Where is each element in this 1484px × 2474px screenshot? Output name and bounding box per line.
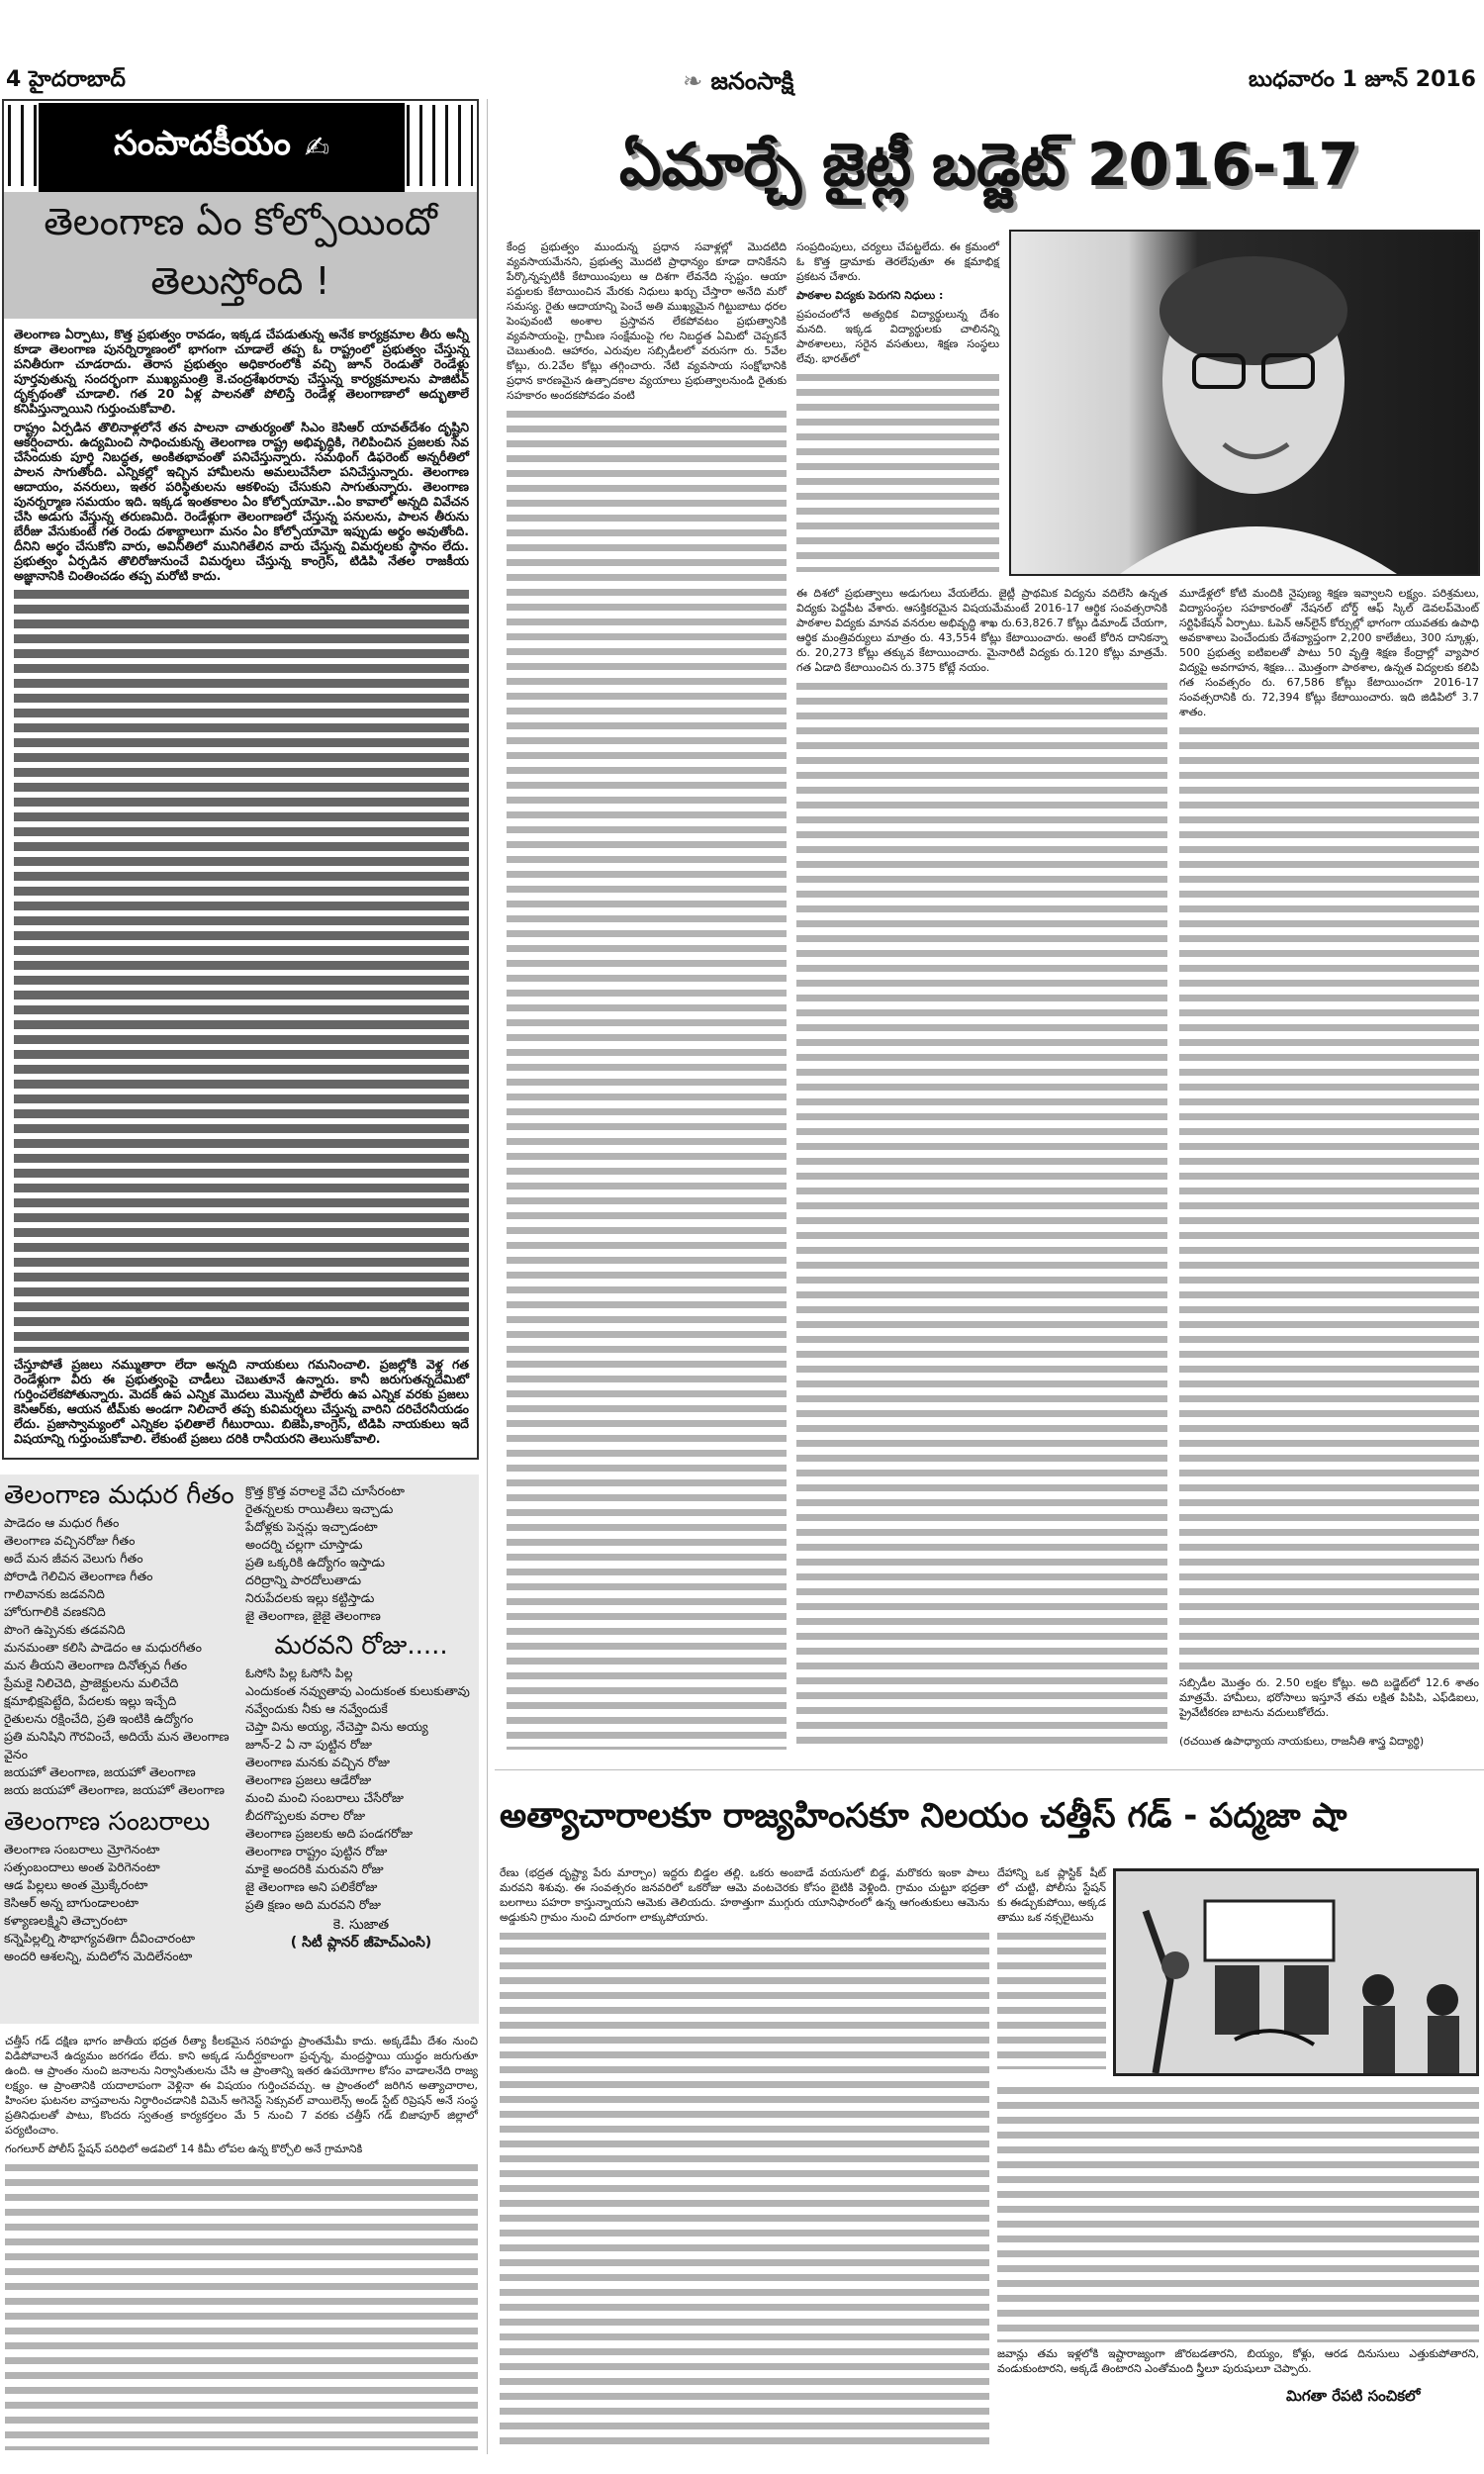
poem-line: నిరుపేదలకు ఇల్లు కట్టిస్తాడు [245,1590,375,1605]
author-credit: (రచయిత ఉపాధ్యాయ నాయకులు, రాజనీతి శాస్త్ర విద్యార్థి) [1179,1735,1425,1748]
article-text-continued [997,1929,1106,2069]
article-paragraph: దేహాన్ని ఒక ప్లాస్టిక్ షీట్ లో చుట్టి, పోలీసు స్టేషన్ కు ఈడ్చుకుపోయి, అక్కడ తాము ఒక నక్సలైటును [997,1866,1106,1924]
poem-line: జై తెలంగాణ అని పలికేరోజు [245,1879,378,1894]
editorial-box [2,99,479,1460]
poem-line: జయహో తెలంగాణ, జయహో తెలంగాణ [4,1764,196,1779]
poem-line: అందరి ఆశలన్ని, మదిలోన మెదిలేనంటా [4,1949,193,1963]
editorial-paragraph: రాష్ట్రం ఏర్పడిన తొలినాళ్లలోనే తన పాలనా చాతుర్యంతో సిఎం కెసిఆర్ యావత్‌దేశం దృష్టిని ఆకర్షించారు. ఉద్యమించి సాధించుకున్న తెలంగాణ రాష్ట్ర అభివృద్ధికి, గెలిపించిన ప్రజలకు సేవ చేసేందుకు పూర్తి నిబద్ధత, అంకితభావంతో పనిచేస్తున్నారు. సమథింగ్ డిఫరెంట్ అన్నరీతిలో పాలన సాగుతోంది. ఎన్నికల్లో ఇచ్చిన హామీలను అమలుచేసేలా పనిచేస్తున్నారు. తెలంగాణ ఆదాయం, వనరులు, ఇతర పరిస్థితులను ఆకళింపు చేసుకుని సాగుతున్నారు. తెలంగాణ పునర్నర్మాణ సమయం ఇది. ఇక్కడ ఇంతకాలం ఏం కోల్పోయామో..ఏం కావాలో అన్నది వివేచన చేసి అడుగు వేస్తున్న తరుణమిది. రెండేళ్లుగా తెలంగాణలో చేస్తున్న పనులను, పాలన తీరును బేరీజు వేసుకుంటే గత రెండు దశాబ్దాలుగా మనం ఏం కోల్పోయామో ఇప్పుడు అర్థం అవుతోంది. దీనిని అర్థం చేసుకోని వారు, అవినీతిలో మునిగితేలిన వారు చేస్తున్న విమర్శలకు స్థానం లేదు. ప్రభుత్వం ఏర్పడిన తొలిరోజునుంచే విమర్శలు చేస్తున్న కాంగ్రెస్, టిడిపి నేతల రాజకీయ అజ్ఞానానికి చింతించడం తప్ప మరోటి కాదు. [14,420,469,583]
budget-column-b [796,586,1167,1754]
poem-right-column [245,1482,477,1951]
budget-photo-portrait [1009,230,1480,576]
article-paragraph: చత్తీస్ గడ్ దక్షిణ భాగం జాతీయ భద్రత రీత్యా కీలకమైన సరిహద్దు ప్రాంతమేమీ కాదు. అక్కడేమీ దేశం నుంచి విడిపోవాలనే ఉద్యమం జరగడం లేదు. కాని అక్కడ సుదీర్ఘకాలంగా ప్రచ్ఛన్న, మంద్రస్థాయి యుద్ధం జరుగుతూ ఉంది. ఆ ప్రాంతం నుంచి జనాలను నిర్వాసితులను చేసి ఆ ప్రాంతాన్ని ఇతర ఉపయోగాల కోసం వాడాలనేది రాజ్య లక్ష్యం. ఆ ప్రాంతానికి యదాలాపంగా వెళ్లినా ఈ విషయం గుర్తించవచ్చు. ఆ ప్రాంతంలో జరిగిన అత్యాచారాల, హింసల ఘటనల వాస్తవాలను నిర్ధారించడానికి విమెన్ అగెనెస్ట్ సెక్సువల్ వాయిలెన్స్ అండ్ స్టేట్ రిప్రెషన్ అనే సంస్థ ప్రతినిధులతో పాటు, కొందరు స్వతంత్ర కార్యకర్తలం మే 5 నుంచి 7 వరకు చత్తీస్ గడ్ బిజాపూర్ జిల్లాలో పర్యటించాం. [5,2035,478,2137]
article-paragraph: ఈ దిశలో ప్రభుత్వాలు అడుగులు వేయలేదు. జైట్లీ ప్రాథమిక విద్యను వదిలేసి ఉన్నత విద్యకు పెద్దపీట వేశారు. ఆసక్తికరమైన విషయమేమంటే 2016-17 ఆర్థిక సంవత్సరానికి పాఠశాల విద్యకు మానవ వనరుల అభివృద్ధి శాఖ రు.63,826.7 కోట్లు డిమాండ్ చేయగా, ఆర్థిక మంత్రివర్యులు మాత్రం రు. 43,554 కోట్లు కేటాయించారు. అంటే కోరిన దానికన్నా రు. 20,273 కోట్లు తక్కువ కేటాయించారు. మైనారిటీ విద్యకు రు.120 కోట్లు మాత్రమే. గత ఏడాది కేటాయించిన రు.375 కోట్లే నయం. [796,587,1167,674]
chhattisgarh-intro-column [5,2034,478,2454]
editorial-text-continued [14,587,469,1353]
poem-title: తెలంగాణ మధుర గీతం [4,1480,234,1510]
article-paragraph: జవాన్లు తమ ఇళ్లలోకి ఇష్టారాజ్యంగా జొరబడతారని, బియ్యం, కోళ్లు, ఆరడ దినుసులు ఎత్తుకుపోతారని, వండుకుంటారని, అక్కడే తింటారని ఎంతోమంది స్త్రీలూ పురుషులూ చెప్పారు. [997,2347,1479,2375]
editorial-headline [4,192,477,319]
sketch-illustration [1113,1868,1479,2076]
poem-line: ప్రతి మనిషిని గౌరవించే, అదియే మన తెలంగాణ వైనం [4,1729,230,1761]
poem-line: గాలివానకు జడవనిది [4,1586,105,1601]
poem-line: ఎందుకంత నవ్వుతావు ఎందుకంత కులుకుతావు [245,1683,470,1698]
poem-line: ప్రేమకై నిలిచెది, ప్రాజెక్టులను మలిచేది [4,1675,179,1690]
article-text-continued [500,1929,989,2450]
poem-line: పేదోళ్లకు పెన్షన్లు ఇచ్చాడంటా [245,1519,378,1534]
page-number-location: 4 హైదరాబాద్ [6,67,126,92]
editorial-closing-paragraph: చేస్తూపోతే ప్రజలు నమ్ముతారా లేదా అన్నది నాయకులు గమనించాలి. ప్రజల్లోకి వెళ్ల గత రెండేళ్లుగా వీరు ఈ ప్రభుత్వంపై చాడీలు చెబుతూనే ఉన్నారు. కానీ జరుగుతన్నదేమిటో గుర్తించలేకపోతున్నారు. మెదక్ ఉప ఎన్నిక మొదలు మొన్నటి పాలేరు ఉప ఎన్నిక వరకు ప్రజలు కెసిఆర్‌కు, ఆయన టీమ్‌కు అండగా నిలిచారే తప్ప కువిమర్శలు చేస్తున్న వారిని దరిచేరనీయడం లేదు. ప్రజాస్వామ్యంలో ఎన్నికల ఫలితాలే గీటురాయి. బిజెపి,కాంగ్రెస్, టిడిపి నాయకులు ఇదే విషయాన్ని గుర్తుంచుకోవాలి. లేకుంటే ప్రజలు దరికి రానీయరని తెలుసుకోవాలి. [14,1357,469,1446]
editorial-headline-line2: తెలుస్తోంది ! [150,259,330,303]
poem-line: తెలంగాణ మనకు వచ్చిన రోజు [245,1755,390,1769]
poem-title: మరవని రోజు..... [274,1631,448,1661]
poem-line: సత్సంబందాలు అంత పెరిగెనంటా [4,1859,160,1874]
poem-line: తెలంగాణ ప్రజలు ఆడేరోజు [245,1772,372,1787]
poem-line: పోరాడి గెలిచిన తెలంగాణ గీతం [4,1569,153,1583]
poem-line: తెలంగాణ వచ్చినరోజు గీతం [4,1533,136,1548]
person-portrait-icon [1011,232,1478,574]
poem-line: జయ జయహో తెలంగాణ, జయహో తెలంగాణ [4,1782,225,1797]
poem-line: ఆడ పిల్లలు అంత మ్రొక్కేరంటా [4,1877,148,1892]
poem-line: మాకై అందరికి మరువని రోజు [245,1861,384,1876]
poem-lines [245,1665,477,1914]
article-paragraph: సంప్రదింపులు, చర్యలు చేపట్టలేదు. ఈ క్రమంలో ఓ కొత్త డ్రామాకు తెరలేపుతూ ఈ క్షమాభిక్ష ప్రకటన చేశారు. [796,240,999,283]
editorial-section-label: సంపాదకీయం [113,124,291,163]
pen-writing-icon: ✍ [304,130,329,165]
editorial-body [14,327,469,1450]
poem-telangana-madhura-geetham [4,1476,239,1965]
poem-line: ఓసోసి పిల్ల ఓసోసి పిల్ల [245,1665,353,1680]
article-text-continued [997,2083,1479,2342]
article-text-continued [507,407,787,1750]
poem-lines [245,1482,477,1625]
poem-lines [4,1841,239,1965]
poem-author: కె. సుజాత [332,1917,390,1933]
chhattisgarh-right-column [997,2083,1479,2380]
poem-line: మన తీయని తెలంగాణ దినోత్సవ గీతం [4,1658,188,1672]
poem-line: పొంగె ఉప్పెనకు తడవనిది [4,1622,126,1637]
column-divider [487,99,488,2454]
budget-headline: ఏమార్చే జైట్లీ బడ్జెట్ 2016-17 [618,131,1360,200]
poem-line: జై తెలంగాణ, జైజై తెలంగాణ [245,1608,381,1623]
poem-line: మంచి మంచి సంబరాలు చేసేరోజు [245,1790,404,1805]
poem-line: మనమంతా కలిసి పాడెదం ఆ మధురగీతం [4,1640,202,1655]
poem-line: చెప్తా విను అయ్య, నేచెప్తా విను అయ్య [245,1719,428,1734]
editorial-headline-line1: తెలంగాణ ఏం కోల్పోయిందో [44,200,437,243]
budget-column-c [1179,586,1479,1724]
article-subheading: పాఠశాల విద్యకు పెరుగని నిధులు : [796,289,944,302]
editorial-paragraph: తెలంగాణ ఏర్పాటు, కొత్త ప్రభుత్వం రావడం, ఇక్కడ చేపడుతున్న అనేక కార్యక్రమాల తీరు అన్నీ కూడా తెలంగాణ పునర్నిర్మాణంలో భాగంగా చూడాలే తప్ప ఓ రాష్ట్రంలో ప్రభుత్వం చేస్తున్న పనితీరుగా చూడరాదు. తెరాస ప్రభుత్వం అధికారంలోకి వచ్చి జూన్ రెండుతో రెండేళ్లు పూర్తవుతున్న సందర్భంగా ముఖ్యమంత్రి కె.చంద్రశేఖరరావు చేస్తున్న కార్యక్రమాలను పాజిటివ్ దృక్పథంతో చూడాలి. గత 20 ఏళ్ల పాలనతో పోలిస్తే రెండేళ్ల తెలంగాణాలో అద్భుతాలే కనిపిస్తున్నాయిని గుర్తుంచుకోవాలి. [14,327,469,416]
poem-line: కన్నెపిల్లల్ని సౌభాగ్యవతిగా దీవించారంటా [4,1931,196,1946]
article-text-continued [5,2160,478,2450]
article-paragraph: రేణు (భద్రత దృష్ట్యా పేరు మార్చాం) ఇద్దరు బిడ్డల తల్లి. ఒకరు అంబాడే వయసులో బిడ్డ, మరొకరు ఇంకా పాలు మరవని శిశువు. ఈ సంవత్సరం జనవరిలో ఒకరోజు ఆమె వంటచెరకు కోసం బైటికి వెళ్లింది. గ్రామం చుట్టూ భద్రతా బలగాలు పహరా కాస్తున్నాయని ఆమెకు తెలియదు. హఠాత్తుగా ముగ్గురు యూనిఫారంలో ఉన్న ఆగంతుకులు ఆమెను అడ్డుకుని గ్రామం నుంచి దూరంగా లాక్కుపోయారు. [500,1866,989,1924]
poem-line: తెలంగాణ రాష్ట్రం పుట్టిన రోజు [245,1844,388,1858]
poem-line: ప్రతి ఒక్కరికి ఉద్యోగం ఇస్తాడు [245,1555,385,1570]
continued-next-issue: మిగతా రేపటి సంచికలో [1286,2387,1421,2405]
article-paragraph: మూడేళ్లలో కోటి మందికి నైపుణ్య శిక్షణ ఇవ్వాలని లక్ష్యం. పరిశ్రమలు, విద్యాసంస్థల సహకారంతో నేషనల్ బోర్డ్ ఆఫ్ స్కిల్ డెవలప్‌మెంట్ సర్టిఫికేషన్ ఏర్పాటు. ఓపెన్ ఆన్‌లైన్ కోర్సుల్లో భాగంగా యువతకు ఉపాధి అవకాశాలు పెంచేందుకు దేశవ్యాప్తంగా 2,200 కాలేజీలు, 300 స్కూళ్లు, 500 ప్రభుత్వ ఐటిఐలతో పాటు 50 వృత్తి శిక్షణ కేంద్రాల్లో వ్యాపార విద్యపై అవగాహన, శిక్షణ... మొత్తంగా పాఠశాల, ఉన్నత విద్యలకు కలిపి గత సంవత్సరం రు. 67,586 కోట్లు కేటాయించగా 2016-17 సంవత్సరానికి రు. 72,394 కోట్లు కేటాయించారు. ఇది జిడిపిలో 3.7 శాతం. [1179,587,1479,718]
chhattisgarh-main-column [500,1865,989,2454]
article-divider [495,1769,1484,1770]
article-paragraph: కేంద్ర ప్రభుత్వం ముందున్న ప్రధాన సవాళ్లల్లో మొదటిది వ్యవసాయమేనని, ప్రభుత్వ మొదటి ప్రాధాన్యం కూడా దానికేనని పేర్కొన్నప్పటికీ కేటాయింపులు ఆ దిశగా లేవనేది స్పష్టం. ఆయా పద్దులకు కేటాయించిన మేరకు నిధులు ఖర్చు చేస్తారా అనేది మరో సమస్య. రైతు ఆదాయాన్ని పెంచే అతి ముఖ్యమైన గిట్టుబాటు ధరల పెంపువంటి అంశాల ప్రస్తావన లేకపోవటం ప్రభుత్వానికి వ్యవసాయంపై, గ్రామీణ సంక్షేమంపై గల నిబద్ధత ఏమిటో చెప్పకనే చెబుతుంది. ఆహారం, ఎరువుల సబ్సిడీలలో వరుసగా రు. 5వేల కోట్లు, రు.2వేల కోట్లు తగ్గించారు. నేటి వ్యవసాయ సంక్షోభానికి ప్రధాన కారణమైన ఉత్పాదకాల వ్యయాలు ప్రభుత్వాలనుండి రైతుకు సహకారం అందకపోవడం వంటి [507,240,787,402]
sketch-police-scene-icon [1116,1871,1476,2073]
budget-column-a [507,239,787,1754]
poem-line: నవ్వేందుకు నీకు ఆ నవ్వేందుకే [245,1701,388,1716]
poem-line: క్రొత్త క్రొత్త వరాలకై వేచి చూసేరంటా [245,1483,405,1498]
poem-lines [4,1514,239,1799]
article-paragraph: గంగలూర్ పోలీస్ స్టేషన్ పరిధిలో అడవిలో 14 కిమీ లోపల ఉన్న కొర్చోలి అనే గ్రామానికి [5,2142,363,2155]
poem-line: రైతన్నలకు రాయితీలు ఇచ్చాడు [245,1501,394,1516]
poem-line: దరిద్రాన్ని పారదోలుతాడు [245,1572,362,1587]
poem-line: రైతులను రక్షించేది, ప్రతి ఇంటికి ఉద్యోగం [4,1711,194,1726]
logo-emblem-icon: ❧ [683,67,703,95]
poem-line: కెసిఆర్ అన్న బాగుండాలంటా [4,1895,139,1910]
poem-line: తెలంగాణ ప్రజలకు అది పండగరోజు [245,1826,414,1841]
poem-line: అదే మన జీవన వెలుగు గీతం [4,1551,143,1566]
poem-line: అందర్ని చల్లగా చూస్తాడు [245,1537,363,1552]
article-paragraph: ప్రపంచంలోనే అత్యధిక విద్యార్థులున్న దేశం మనది. ఇక్కడ విద్యార్థులకు చాలినన్ని పాఠశాలలు, సరైన వసతులు, శిక్షణ సంస్థలు లేవు. భారత్‌లో [796,308,999,365]
poem-line: పాడెదం ఆ మధుర గీతం [4,1515,120,1530]
poem-title: తెలంగాణ సంబరాలు [4,1807,211,1837]
poems-section [0,1475,479,2024]
logo-text: జనంసాక్షి [710,67,794,95]
poem-line: తెలంగాణ సంబరాలు మ్రోగెనంటా [4,1842,160,1856]
poem-line: ప్రతి క్షణం అది మరవని రోజు [245,1897,382,1912]
article-paragraph: సబ్సిడీల మొత్తం రు. 2.50 లక్షల కోట్లు. అది బడ్జెట్‌లో 12.6 శాతం మాత్రమే. హామీలు, భరోసాలు ఇస్తూనే తమ లక్షిత పిపిపి, ఎఫ్‌డిఐలు, ప్రైవేటీకరణ బాటను వదులుకోలేదు. [1179,1676,1479,1719]
article-text-continued [796,679,1167,1750]
poem-line: జూన్-2 ఏ నా పుట్టిన రోజు [245,1737,373,1752]
poem-line: బీదగొప్పలకు వరాల రోజు [245,1808,366,1823]
editorial-banner [39,103,405,192]
poem-author-role: ( సిటీ ప్లానర్ జీహెచ్ఎంసి) [290,1935,432,1951]
budget-column-b-top [796,239,999,576]
chhattisgarh-narrow-column [997,1865,1106,2073]
chhattisgarh-headline: అత్యాచారాలకూ రాజ్యహింసకూ నిలయం చత్తీస్ గడ్ - పద్మజా షా [500,1796,1347,1836]
newspaper-logo [683,67,793,101]
article-text-continued [796,370,999,572]
poem-line: క్షమాభిక్షపెట్టేది, పేదలకు ఇల్లు ఇచ్చేది [4,1693,177,1708]
poem-line: హోరుగాలికి వణకనిది [4,1604,106,1619]
poem-line: కళ్యాణలక్ష్మిని తెచ్చారంటా [4,1913,128,1928]
article-text-continued [1179,723,1479,1671]
issue-date: బుధవారం 1 జూన్ 2016 [1249,67,1476,92]
